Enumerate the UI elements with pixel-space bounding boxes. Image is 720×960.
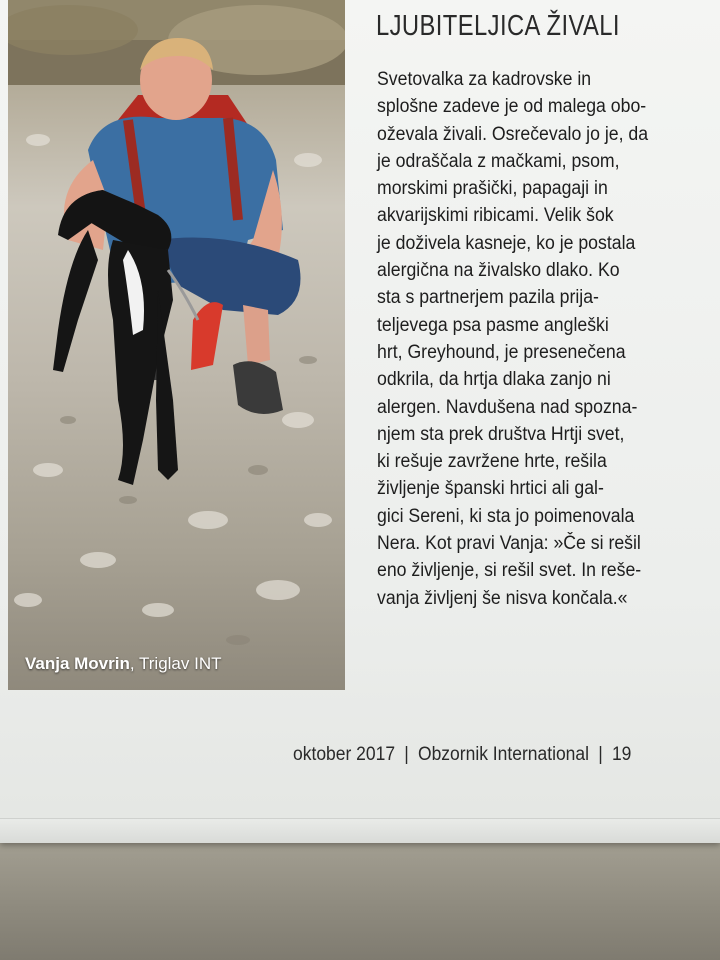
body-line: hrt, Greyhound, je presenečena xyxy=(377,341,626,363)
body-line: Svetovalka za kadrovske in xyxy=(377,69,592,90)
body-line: Nera. Kot pravi Vanja: »Če si rešil xyxy=(377,533,641,555)
body-line: sta s partnerjem pazila prija- xyxy=(377,287,599,309)
photo-illustration xyxy=(8,0,345,690)
body-line: eno življenje, si rešil svet. In reše- xyxy=(377,560,642,582)
caption-name: Vanja Movrin xyxy=(25,654,130,673)
body-line: akvarijskimi ribicami. Velik šok xyxy=(377,205,614,227)
page-footer xyxy=(293,744,631,766)
body-line: ki rešuje zavržene hrte, rešila xyxy=(377,451,607,473)
article-title: LJUBITELJICA ŽIVALI xyxy=(376,10,620,42)
body-line: morskimi prašički, papagaji in xyxy=(377,178,608,200)
footer-page-number: 19 xyxy=(611,744,632,765)
footer-separator-2: | xyxy=(598,744,603,765)
article-photo xyxy=(8,0,345,690)
page-edge xyxy=(0,818,720,843)
body-line: alergična na živalsko dlako. Ko xyxy=(377,260,620,282)
table-surface xyxy=(0,840,720,960)
body-line: teljevega psa pasme angleški xyxy=(377,314,609,336)
body-line: splošne zadeve je od malega obo- xyxy=(377,96,647,118)
article-body xyxy=(377,66,668,612)
body-line: je odraščala z mačkami, psom, xyxy=(377,150,620,172)
body-line: odkrila, da hrtja dlaka zanjo ni xyxy=(377,369,611,391)
footer-publication: Obzornik International xyxy=(417,744,590,765)
caption-organization: , Triglav INT xyxy=(129,654,222,673)
body-line: je doživela kasneje, ko je postala xyxy=(377,232,636,254)
footer-date: oktober 2017 xyxy=(293,744,396,765)
photo-caption xyxy=(25,654,222,674)
footer-separator-1: | xyxy=(404,744,409,765)
body-line: vanja življenj še nisva končala.« xyxy=(377,587,628,609)
body-line: oževala živali. Osrečevalo jo je, da xyxy=(377,123,649,145)
body-line: njem sta prek društva Hrtji svet, xyxy=(377,423,625,445)
body-line: življenje španski hrtici ali gal- xyxy=(377,478,604,500)
body-line: gici Sereni, ki sta jo poimenovala xyxy=(377,505,635,527)
body-line: alergen. Navdušena nad spozna- xyxy=(377,396,638,418)
